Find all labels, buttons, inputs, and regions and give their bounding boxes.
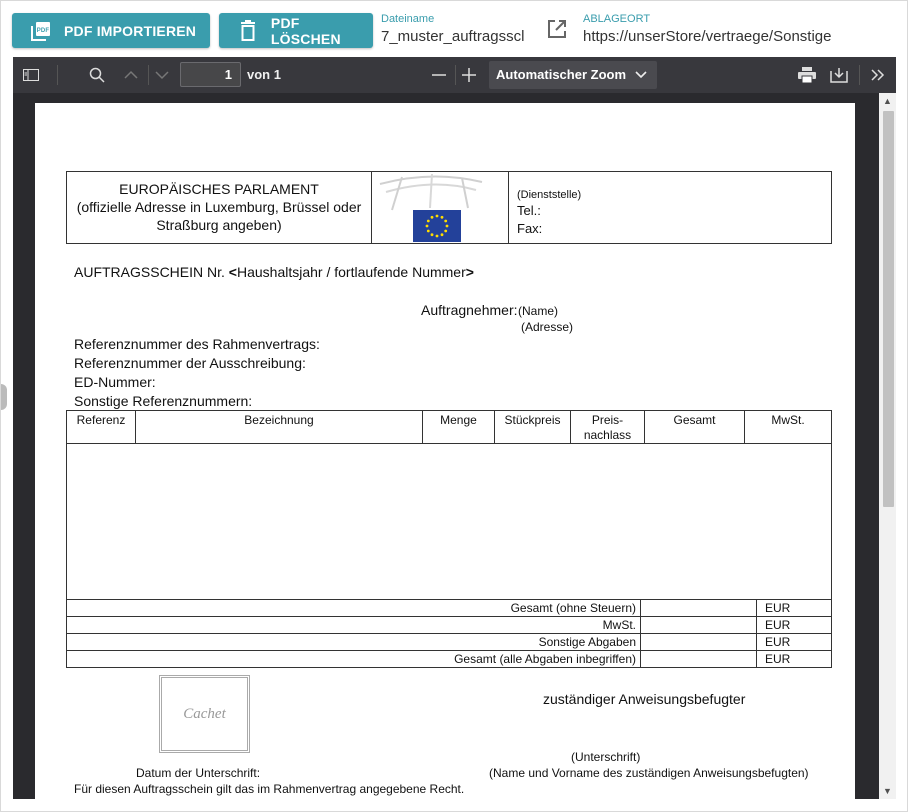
zoom-in-icon[interactable] — [459, 57, 479, 93]
total-label: Sonstige Abgaben — [67, 634, 641, 650]
location-value[interactable]: https://unserStore/vertraege/Sonstige — [583, 28, 832, 45]
items-table-header — [67, 411, 831, 444]
pdf-import-label: PDF IMPORTIEREN — [64, 22, 197, 39]
signature-name-label: (Name und Vorname des zuständigen Anweisungsbefugten) — [489, 766, 809, 780]
total-value — [641, 634, 757, 650]
filename-value[interactable]: 7_muster_auftragsscl — [381, 28, 525, 45]
eu-flag-icon — [413, 210, 461, 242]
print-icon[interactable] — [796, 57, 818, 93]
total-currency: EUR — [765, 635, 791, 649]
order-title — [74, 264, 474, 280]
contractor-label: Auftragnehmer: — [421, 302, 518, 318]
total-currency: EUR — [765, 618, 791, 632]
total-currency: EUR — [765, 652, 791, 666]
total-label: Gesamt (ohne Steuern) — [67, 600, 641, 616]
pdf-file-icon — [30, 20, 52, 42]
items-table — [66, 410, 832, 600]
svg-text:PDF: PDF — [36, 27, 50, 34]
page-number-input[interactable]: 1 — [180, 62, 241, 87]
column-header: Preis- nachlass — [571, 411, 645, 444]
pdf-delete-label: PDF LÖSCHEN — [270, 14, 341, 47]
total-currency: EUR — [765, 601, 791, 615]
department-label: (Dienststelle) — [517, 189, 582, 201]
signature-date-label: Datum der Unterschrift: — [136, 766, 261, 780]
total-label: MwSt. — [67, 617, 641, 633]
column-header: Referenz — [67, 411, 136, 444]
column-header: MwSt. — [771, 413, 805, 427]
vertical-scrollbar[interactable] — [879, 93, 896, 799]
institution-address — [67, 172, 372, 243]
search-icon[interactable] — [87, 57, 107, 93]
scroll-up-icon[interactable]: ▲ — [883, 96, 892, 106]
order-title-bracket: < — [228, 264, 237, 280]
toolbar-divider — [859, 65, 860, 85]
total-value — [641, 600, 757, 616]
column-header: Stückpreis — [495, 411, 571, 444]
filename-label: Dateiname — [381, 13, 435, 25]
total-value — [641, 651, 757, 667]
pdf-import-button[interactable] — [12, 13, 210, 48]
contractor-name: (Name) — [518, 304, 559, 318]
ref-tender: Referenznummer der Ausschreibung: — [74, 355, 306, 371]
pdf-page — [35, 103, 855, 799]
next-page-icon[interactable] — [152, 57, 172, 93]
totals-table — [66, 599, 832, 665]
order-title-bracket: > — [465, 264, 474, 280]
institution-address-line: Straßburg angeben) — [156, 217, 282, 233]
zoom-select-label: Automatischer Zoom — [496, 67, 627, 82]
department-contact — [509, 172, 831, 243]
pdf-viewer[interactable] — [13, 93, 896, 799]
previous-page-icon[interactable] — [121, 57, 141, 93]
order-title-reference: Haushaltsjahr / fortlaufende Nummer — [236, 264, 466, 280]
column-header: Bezeichnung — [136, 411, 423, 444]
total-row — [66, 599, 832, 617]
ref-ed-number: ED-Nummer: — [74, 374, 156, 390]
scrollbar-thumb[interactable] — [883, 111, 894, 507]
download-icon[interactable] — [828, 57, 850, 93]
top-action-bar — [1, 1, 907, 57]
institution-name: EUROPÄISCHES PARLAMENT — [119, 181, 319, 197]
tools-menu-icon[interactable] — [868, 57, 888, 93]
total-row — [66, 651, 832, 668]
signature-label: (Unterschrift) — [571, 750, 641, 764]
order-title-prefix: AUFTRAGSSCHEIN Nr. — [74, 264, 229, 280]
total-row — [66, 617, 832, 634]
column-header: Menge — [423, 411, 495, 444]
zoom-out-icon[interactable] — [429, 57, 449, 93]
header-table — [66, 171, 832, 244]
total-row — [66, 634, 832, 651]
page-count: von 1 — [247, 67, 281, 82]
zoom-select[interactable] — [489, 61, 657, 89]
total-label: Gesamt (alle Abgaben inbegriffen) — [67, 651, 641, 667]
tel-label: Tel.: — [517, 203, 541, 218]
pdf-delete-button[interactable] — [219, 13, 373, 48]
applicable-law-note: Für diesen Auftragsschein gilt das im Rahmenvertrag angegebene Recht. — [74, 782, 465, 796]
fax-label: Fax: — [517, 221, 543, 236]
contractor-address: (Adresse) — [521, 320, 574, 334]
pdf-toolbar — [13, 57, 896, 93]
location-label: ABLAGEORT — [583, 13, 651, 25]
external-link-icon[interactable] — [546, 18, 568, 40]
toolbar-divider — [57, 65, 58, 85]
column-header: Gesamt — [645, 411, 745, 444]
cachet-stamp: Cachet — [159, 675, 250, 753]
total-value — [641, 617, 757, 633]
toolbar-divider — [148, 65, 149, 85]
chevron-down-icon — [635, 61, 647, 89]
trash-icon — [237, 20, 259, 42]
ref-framework-contract: Referenznummer des Rahmenvertrags: — [74, 336, 320, 352]
scroll-down-icon[interactable]: ▼ — [883, 786, 892, 796]
parliament-logo — [372, 172, 509, 243]
ref-other: Sonstige Referenznummern: — [74, 393, 253, 409]
authorising-officer-label: zuständiger Anweisungsbefugter — [543, 691, 746, 707]
sidebar-resize-handle[interactable] — [1, 384, 7, 410]
institution-address-line: (offizielle Adresse in Luxemburg, Brüssel oder — [76, 199, 362, 215]
sidebar-toggle-icon[interactable] — [21, 57, 41, 93]
toolbar-divider — [455, 65, 456, 85]
